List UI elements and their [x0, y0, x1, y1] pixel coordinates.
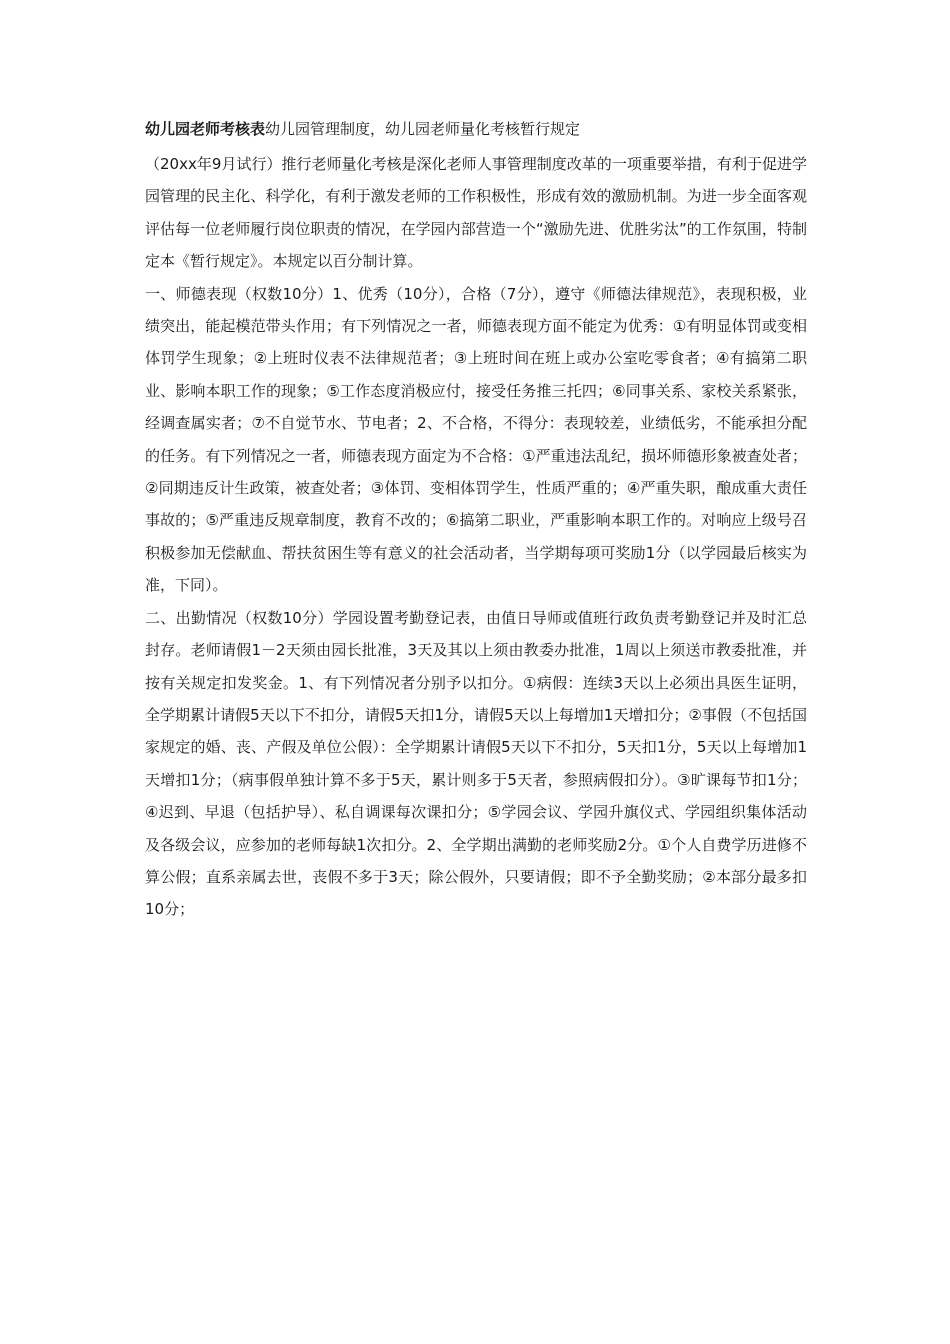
title-rest: 幼儿园管理制度，幼儿园老师量化考核暂行规定	[265, 120, 581, 138]
title-bold: 幼儿园老师考核表	[145, 120, 266, 138]
paragraph-intro: （20xx年9月试行）推行老师量化考核是深化老师人事管理制度改革的一项重要举措，有利于促进学园管理的民主化、科学化，有利于激发老师的工作积极性，形成有效的激励机制。为进一步全面客观评估每一位老师履行岗位职责的情况，在学园内部营造一个“激励先进、优胜劣汰”的工作氛围，特制定本《暂行规定》。本规定以百分制计算。	[145, 155, 807, 271]
document-page	[145, 118, 807, 926]
paragraph-teacher-ethics: 一、师德表现（权数10分）1、优秀（10分），合格（7分），遵守《师德法律规范》，表现积极，业绩突出，能起模范带头作用；有下列情况之一者，师德表现方面不能定为优秀：①有明显体罚或变相体罚学生现象；②上班时仪表不法律规范者；③上班时间在班上或办公室吃零食者；④有搞第二职业、影响本职工作的现象；⑤工作态度消极应付，接受任务推三托四；⑥同事关系、家校关系紧张，经调查属实者；⑦不自觉节水、节电者；2、不合格，不得分：表现较差，业绩低劣，不能承担分配的任务。有下列情况之一者，师德表现方面定为不合格：①严重违法乱纪，损坏师德形象被查处者；②同期违反计生政策，被查处者；③体罚、变相体罚学生，性质严重的；④严重失职，酿成重大责任事故的；⑤严重违反规章制度，教育不改的；⑥搞第二职业，严重影响本职工作的。对响应上级号召积极参加无偿献血、帮扶贫困生等有意义的社会活动者，当学期每项可奖励1分（以学园最后核实为准，下同）。	[145, 284, 807, 595]
document-title	[145, 118, 807, 140]
paragraph-attendance: 二、出勤情况（权数10分）学园设置考勤登记表，由值日导师或值班行政负责考勤登记并及时汇总封存。老师请假1－2天须由园长批准，3天及其以上须由教委办批准，1周以上须送市教委批准，并按有关规定扣发奖金。1、有下列情况者分别予以扣分。①病假：连续3天以上必须出具医生证明，全学期累计请假5天以下不扣分，请假5天扣1分，请假5天以上每增加1天增扣分；②事假（不包括国家规定的婚、丧、产假及单位公假）：全学期累计请假5天以下不扣分，5天扣1分，5天以上每增加1天增扣1分；（病事假单独计算不多于5天，累计则多于5天者，参照病假扣分）。③旷课每节扣1分；④迟到、早退（包括护导）、私自调课每次课扣分；⑤学园会议、学园升旗仪式、学园组织集体活动及各级会议，应参加的老师每缺1次扣分。2、全学期出满勤的老师奖励2分。①个人自费学历进修不算公假；直系亲属去世，丧假不多于3天；除公假外，只要请假；即不予全勤奖励；②本部分最多扣10分；	[145, 608, 807, 919]
